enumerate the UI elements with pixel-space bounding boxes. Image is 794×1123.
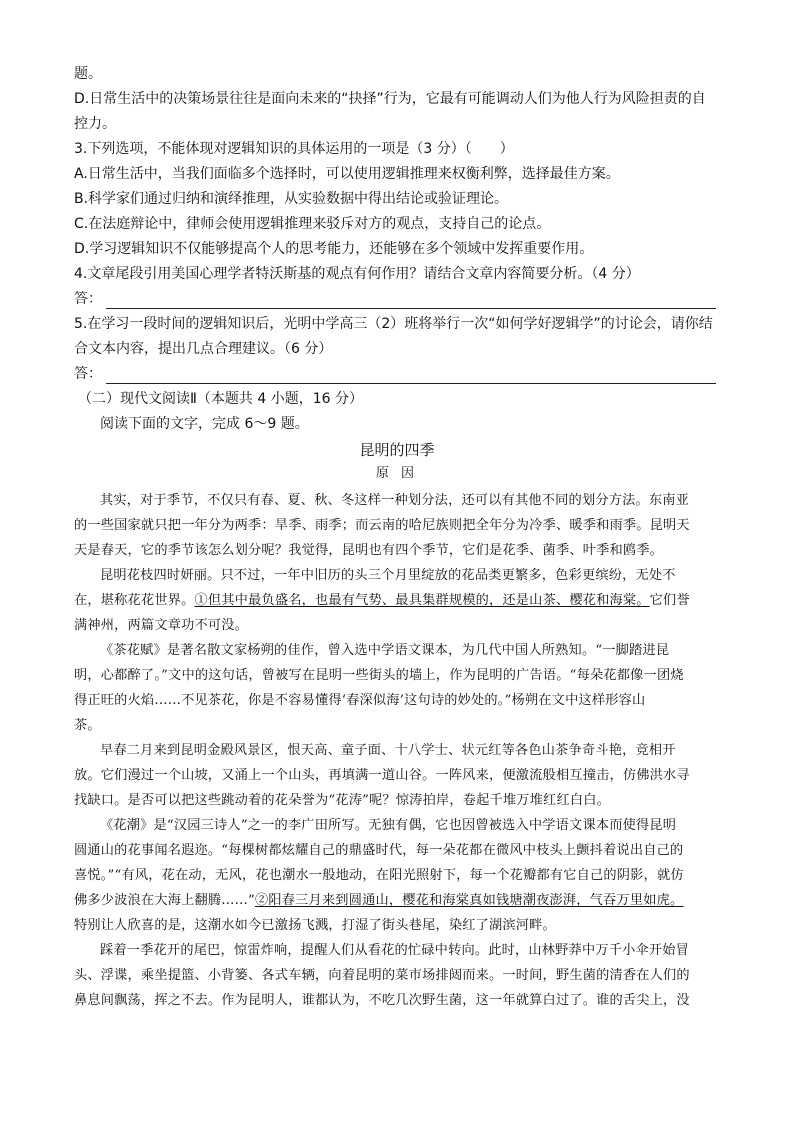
paragraph-5-text: 佛多少波浪在大海上翻腾……”	[74, 893, 255, 908]
paragraph-2-line-1: 昆明花枝四时妍丽。只不过，一年中旧历的头三个月里绽放的花品类更繁多，色彩更缤纷，无处不	[100, 568, 676, 583]
paragraph-4-line-1: 早春二月来到昆明金殿风景区，恨天高、童子面、十八学士、状元红等各色山茶争奇斗艳，竞相开	[100, 743, 676, 758]
paragraph-1-line-2: 的一些国家就只把一年分为两季：旱季、雨季；而云南的哈尼族则把全年分为冷季、暖季和雨季。昆明天	[74, 518, 690, 533]
question-2-option-d-cont: 控力。	[74, 116, 116, 132]
paragraph-6-line-3: 鼻息间飘荡，挥之不去。作为昆明人，谁都认为，不吃几次野生菌，这一年就算白过了。谁的舌尖上，没	[74, 993, 690, 1008]
question-3-option-d: D.学习逻辑知识不仅能够提高个人的思考能力，还能够在多个领域中发挥重要作用。	[74, 241, 594, 257]
paragraph-5-line-5: 特别让人欣喜的是，这潮水如今已激扬飞溅，打湿了街头巷尾，染红了湖滨河畔。	[74, 918, 556, 933]
paragraph-3-line-1: 《茶花赋》是著名散文家杨朔的佳作，曾入选中学语文课本，为几代中国人所熟知。“一脚踏进昆	[100, 643, 670, 658]
paragraph-3-line-4: 茶。	[74, 718, 101, 733]
question-3: 3.下列选项，不能体现对逻辑知识的具体运用的一项是（3 分）（ ）	[74, 141, 514, 157]
paragraph-2-line-3: 满神州，两篇文章功不可没。	[74, 618, 249, 633]
question-2-tail: 题。	[74, 66, 102, 82]
paragraph-5-line-2: 圆通山的花事闻名遐迩。“每棵树都炫耀自己的鼎盛时代，每一朵花都在微风中枝头上颤抖着说出自己的	[74, 843, 684, 858]
answer-line-5[interactable]	[74, 364, 722, 384]
question-3-option-c: C.在法庭辩论中，律师会使用逻辑推理来驳斥对方的观点，支持自己的论点。	[74, 216, 551, 232]
question-2-option-d: D.日常生活中的决策场景往往是面向未来的“抉择”行为，它最有可能调动人们为他人行为风险担责的自	[74, 91, 706, 107]
answer-label: 答：	[74, 291, 102, 307]
article-author: 原 因	[375, 466, 419, 481]
answer-label: 答：	[74, 366, 102, 382]
paragraph-5-line-1: 《花潮》是“汉园三诗人”之一的李广田所写。无独有偶，它也因曾被选入中学语文课本而使得昆明	[100, 818, 677, 833]
question-5-cont: 合文本内容，提出几点合理建议。（6 分）	[74, 341, 333, 357]
paragraph-2-line-2	[74, 591, 722, 611]
question-5: 5.在学习一段时间的逻辑知识后，光明中学高三（2）班将举行一次“如何学好逻辑学”的讨论会，请你结	[74, 316, 713, 332]
paragraph-2-text: 它们誉	[649, 593, 690, 608]
paragraph-2-text: 在，堪称花花世界。	[74, 593, 195, 608]
paragraph-3-line-3: 得正旺的火焰……不见茶花，你是不容易懂得‘春深似海’这句诗的妙处的。”杨朔在文中这样形容山	[74, 693, 646, 708]
reading-instruction: 阅读下面的文字，完成 6～9 题。	[100, 416, 309, 432]
article-title: 昆明的四季	[359, 441, 435, 459]
question-4: 4.文章尾段引用美国心理学者特沃斯基的观点有何作用？请结合文章内容简要分析。（4 分）	[74, 266, 640, 282]
section-heading: （二）现代文阅读Ⅱ（本题共 4 小题，16 分）	[78, 391, 363, 407]
paragraph-6-line-2: 头、浮谍，乘坐提篮、小背篓、各式车辆，向着昆明的菜市场排闼而来。一时间，野生菌的清香在人们的	[74, 968, 690, 983]
answer-line-4[interactable]	[74, 289, 722, 309]
question-3-option-b: B.科学家们通过归纳和演绎推理，从实验数据中得出结论或验证理论。	[74, 191, 509, 207]
paragraph-4-line-3: 找缺口。是否可以把这些跳动着的花朵誉为“花涛”呢？惊涛拍岸，卷起千堆万堆红红白白。	[74, 793, 610, 808]
paragraph-5-line-3: 喜悦。”“有风，花在动，无风，花也潮水一般地动，在阳光照射下，每一个花瓣都有它自己的阴影，就仿	[74, 868, 684, 883]
answer-blank[interactable]	[106, 293, 716, 309]
paragraph-1-line-1: 其实，对于季节，不仅只有春、夏、秋、冬这样一种划分法，还可以有其他不同的划分方法。东南亚	[100, 493, 690, 508]
question-3-option-a: A.日常生活中，当我们面临多个选择时，可以使用逻辑推理来权衡利弊，选择最佳方案。	[74, 166, 620, 182]
paragraph-6-line-1: 踩着一季花开的尾巴，惊雷炸响，提醒人们从看花的忙碌中转向。此时，山林野莽中万千小伞开始冒	[100, 943, 690, 958]
paragraph-5-line-4	[74, 891, 722, 911]
paragraph-4-line-2: 放。它们漫过一个山坡，又涌上一个山头，再填满一道山谷。一阵风来，便激流般相互撞击，仿佛洪水寻	[74, 768, 690, 783]
underlined-sentence-2: ②阳春三月来到圆通山，樱花和海棠真如钱塘潮夜澎湃，气吞万里如虎。	[254, 893, 684, 908]
answer-blank[interactable]	[106, 368, 716, 384]
paragraph-1-line-3: 天是春天，它的季节该怎么划分呢？我觉得，昆明也有四个季节，它们是花季、菌季、叶季和鸥季。	[74, 543, 664, 558]
paragraph-3-line-2: 明，心都醉了。”文中的这句话，曾被写在昆明一些街头的墙上，作为昆明的广告语。“每朵花都像一团烧	[74, 668, 684, 683]
underlined-sentence-1: ①但其中最负盛名，也最有气势、最具集群规模的，还是山茶、樱花和海棠。	[194, 593, 650, 608]
